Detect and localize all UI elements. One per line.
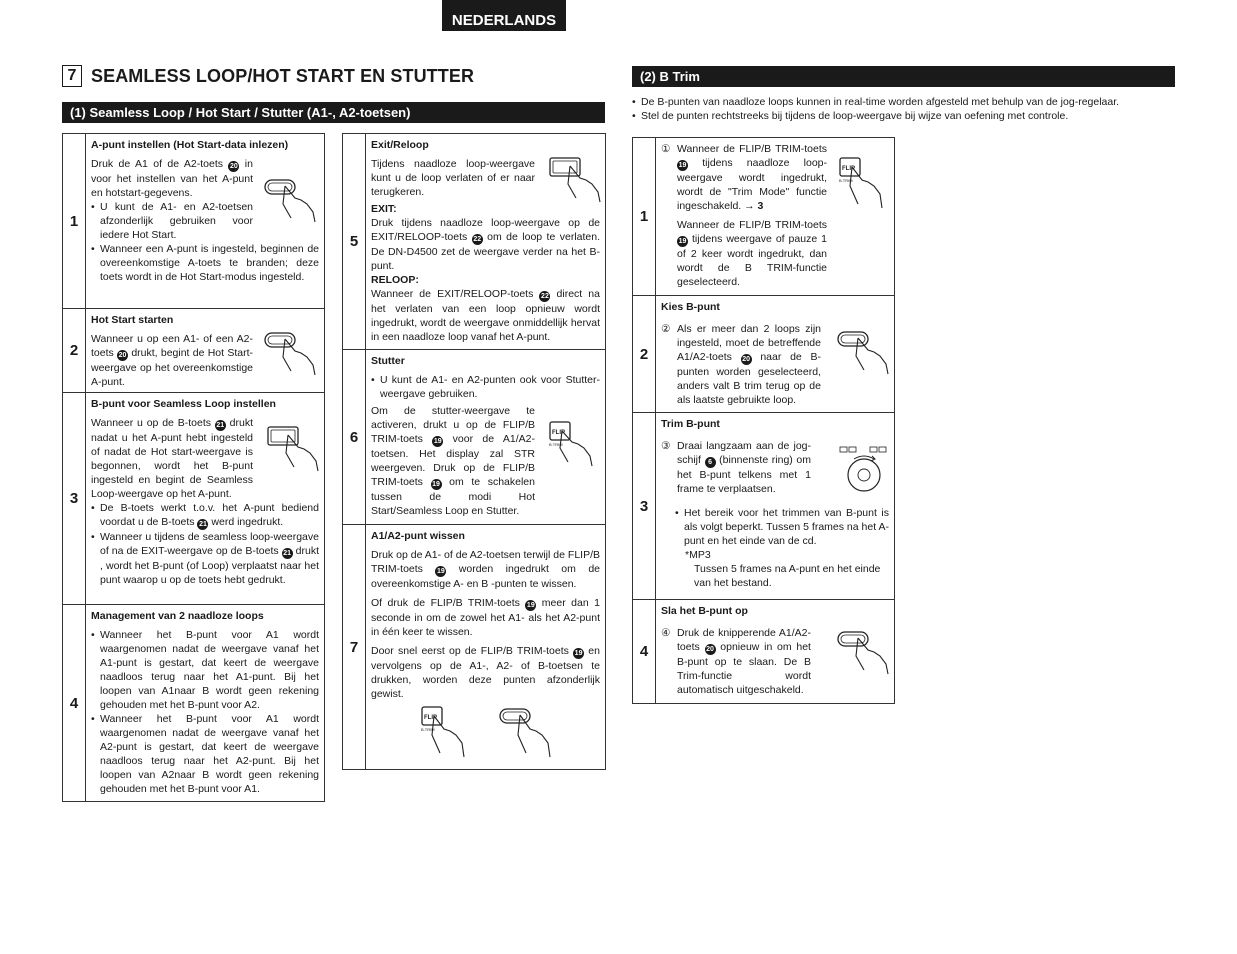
step-title: B-punt voor Seamless Loop instellen (91, 398, 276, 410)
mp3-label: *MP3 (685, 549, 711, 561)
right-section-header (632, 66, 1175, 87)
step-5 (343, 134, 605, 350)
step-number: 1 (633, 138, 656, 295)
step-7 (343, 525, 605, 770)
reloop-text: Wanneer de EXIT/RELOOP-toets 22 direct na het verlaten van een loop opnieuw wordt ingedrukt, wordt de weergave onmiddellijk hervat in een naadloze loop vanaf het A-punt. (371, 288, 600, 343)
numbered-item: ④ Druk de knipperende A1/A2-toets 20 opnieuw in om het B-punt op te slaan. De B Trim-functie wordt automatisch uitgeschakeld. (661, 627, 811, 696)
numbered-item: ① Wanneer de FLIP/B TRIM-toets 19 tijdens naadloze loop-weergave wordt ingedrukt, wordt de "Trim Mode" functie ingeschakeld. → 3 (661, 143, 828, 212)
button-press-icon (834, 626, 894, 676)
callout-marker: 19 (574, 650, 583, 657)
bullet-item: • Het bereik voor het trimmen van B-punt is als volgt beperkt. Tussen 5 frames na het A-punt en het einde van de cd. (675, 507, 889, 547)
step-number: 7 (343, 525, 366, 769)
bullet-item: • U kunt de A1- en A2-punten ook voor Stutter-weergave gebruiken. (371, 374, 600, 400)
trim-step-1 (633, 138, 894, 296)
trim-step-3 (633, 413, 894, 600)
step-number: 5 (343, 134, 366, 349)
steps-column-3 (632, 137, 895, 704)
step-number: 3 (63, 393, 86, 604)
step-number: 4 (63, 605, 86, 801)
b-trim-notes (632, 95, 1172, 123)
trim-step-4 (633, 600, 894, 704)
left-section-header (62, 102, 605, 123)
step-number: 4 (633, 600, 656, 703)
flip-icon-label: FLIP (424, 715, 437, 721)
bullet-item: • Wanneer het B-punt voor A1 wordt waargenomen nadat de weergave vanaf het A2-punt is gestart, dat keert de weergave naadloos terug naar het A2-punt. Bij het loopen van A2naar B wordt geen rekening gehouden met het B-punt voor A1. (91, 713, 319, 795)
step-text: Om de stutter-weergave te activeren, drukt u op de FLIP/B TRIM-toets 19 voor de A1/A2-toetsen. Het display zal STR weergeven. Druk op de FLIP/B TRIM-toets 19 om te schakelen tussen de modi Hot Start/Seamless Loop en Stutter. (371, 405, 535, 517)
language-tab: NEDERLANDS (442, 0, 566, 31)
numbered-item: ② Als er meer dan 2 loops zijn ingesteld, moet de betreffende A1/A2-toets 20 naar de B-punten worden geselecteerd, anders valt B trim terug op de als laatste gebruikte loop. (661, 323, 821, 406)
step-title: A-punt instellen (Hot Start-data inlezen) (91, 139, 289, 151)
section-title-text: SEAMLESS LOOP/HOT START EN STUTTER (91, 65, 475, 86)
step-title: Management van 2 naadloze loops (91, 610, 264, 622)
arrow-ref: → 3 (744, 200, 764, 212)
step-text: Tijdens naadloze loop-weergave kunt u de loop verlaten of er naar terugkeren. (371, 158, 535, 198)
right-section-header-text: (2) B Trim (640, 69, 700, 84)
callout-marker: 20 (118, 352, 127, 359)
step-4 (63, 605, 324, 802)
button-press-icon (834, 326, 894, 376)
exit-text: Druk tijdens naadloze loop-weergave op de EXIT/RELOOP-toets 22 om de loop te verlaten. De DN-D4500 zet de weergave verder na het B-punt. (371, 217, 601, 272)
callout-marker: 22 (473, 236, 482, 243)
btrim-icon-label: B.TRIM (549, 442, 563, 447)
step-title: A1/A2-punt wissen (371, 530, 465, 542)
flip-button-press-icon (546, 418, 606, 468)
button-press-icon (496, 703, 556, 761)
callout-marker: 20 (230, 163, 238, 170)
step-title: Sla het B-punt op (661, 605, 748, 617)
step-text: Wanneer u op een A1- of een A2-toets 20 drukt, begint de Hot Start-weergave op het overeenkomstige A-punt. (91, 333, 253, 388)
bullet-item: • Wanneer u tijdens de seamless loop-weergave of na de EXIT-weergave op de B-toets 21 drukt , wordt het B-punt (of Loop) verplaatst naar het punt waarop u op de toets hebt gedrukt. (91, 531, 319, 586)
bullet-item: • Wanneer het B-punt voor A1 wordt waargenomen nadat de weergave vanaf het A1-punt is gestart, dat keert de weergave naadloos terug naar het A1-punt. Bij het loopen van A1naar B wordt geen rekening gehouden met het B-punt voor A2. (91, 629, 319, 711)
step-6 (343, 350, 605, 525)
step-3 (63, 393, 324, 605)
step-number: 2 (633, 296, 656, 412)
callout-marker: 21 (283, 550, 292, 557)
callout-marker: 22 (541, 293, 549, 300)
callout-marker: 20 (706, 646, 714, 653)
callout-marker: 6 (705, 457, 716, 468)
callout-marker: 20 (742, 356, 750, 363)
mp3-text: Tussen 5 frames na A-punt en het einde van het bestand. (694, 563, 881, 589)
button-press-icon (264, 423, 324, 473)
exit-label: EXIT: (371, 203, 397, 215)
step-text: Druk op de A1- of de A2-toetsen terwijl de FLIP/B TRIM-toets 19 worden ingedrukt om de overeenkomstige A- en B -punten te wissen. (371, 549, 600, 590)
step-text: Wanneer de FLIP/B TRIM-toets 19 tijdens weergave of pauze 1 of 2 keer wordt ingedrukt, dan wordt de B TRIM-functie geselecteerd. (677, 219, 827, 288)
steps-column-1 (62, 133, 325, 802)
note-item: • Stel de punten rechtstreeks bij tijdens de loop-weergave bij wijze van oefening met controle. (632, 110, 1069, 122)
step-number: 3 (633, 413, 656, 599)
callout-marker: 21 (216, 422, 225, 429)
note-item: • De B-punten van naadloze loops kunnen in real-time worden afgesteld met behulp van de jog-regelaar. (632, 96, 1120, 108)
callout-marker: 21 (199, 521, 207, 528)
callout-marker: 19 (433, 438, 442, 445)
step-number: 2 (63, 309, 86, 392)
reloop-label: RELOOP: (371, 274, 419, 286)
button-press-icon (261, 174, 321, 224)
section-number: 7 (62, 65, 82, 87)
step-number: 1 (63, 134, 86, 308)
step-title: Kies B-punt (661, 301, 720, 313)
callout-marker: 19 (678, 162, 687, 169)
step-title: Trim B-punt (661, 418, 720, 430)
callout-marker: 19 (436, 568, 445, 575)
flip-button-press-icon (836, 154, 896, 212)
step-text: Door snel eerst op de FLIP/B TRIM-toets 19 en vervolgens op de A1-, A2- of B-toetsen te drukken, worden deze punten afzonderlijk gewist. (371, 645, 600, 700)
bullet-item: • Wanneer een A-punt is ingesteld, beginnen de overeenkomstige A-toets te branden; deze toets wordt in de Hot Start-modus ingesteld. (91, 243, 319, 283)
flip-icon-label: FLIP (842, 166, 855, 172)
step-1 (63, 134, 324, 309)
step-title: Exit/Reloop (371, 139, 429, 151)
section-title (62, 65, 474, 87)
callout-marker: 19 (526, 602, 535, 609)
step-title: Stutter (371, 355, 405, 367)
step-2 (63, 309, 324, 393)
bullet-item: • De B-toets werkt t.o.v. het A-punt bediend voordat u de B-toets 21 werd ingedrukt. (91, 502, 319, 528)
bullet-item: • U kunt de A1- en A2-toetsen afzonderlijk gebruiken voor iedere Hot Start. (91, 201, 253, 241)
btrim-icon-label: B.TRIM (839, 178, 853, 183)
step-text: Wanneer u op de B-toets 21 drukt nadat u het A-punt hebt ingesteld of nadat de Hot start-weergave is begonnen, wordt het B-punt ingesteld en begint de Seamless Loop-weergave op het A-punt. (91, 417, 253, 500)
steps-column-2 (342, 133, 606, 770)
button-press-icon (546, 154, 606, 204)
step-title: Hot Start starten (91, 314, 174, 326)
callout-marker: 19 (678, 238, 687, 245)
step-text: Druk de A1 of de A2-toets 20 in voor het instellen van het A-punt en hotstart-gegevens. (91, 158, 253, 199)
flip-icon-label: FLIP (552, 430, 565, 436)
numbered-item: ③ Draai langzaam aan de jog-schijf 6 (binnenste ring) om het B-punt telkens met 1 frame te verplaatsen. (661, 440, 811, 495)
left-section-header-text: (1) Seamless Loop / Hot Start / Stutter (A1-, A2-toetsen) (70, 105, 411, 120)
btrim-icon-label: B.TRIM (421, 727, 435, 732)
step-number: 6 (343, 350, 366, 524)
button-press-icon (261, 327, 321, 377)
callout-marker: 19 (432, 481, 440, 488)
flip-button-press-icon (418, 703, 478, 761)
step-text: Of druk de FLIP/B TRIM-toets 19 meer dan 1 seconde in om de zowel het A1- als het A2-punt in één keer te wissen. (371, 597, 600, 638)
trim-step-2 (633, 296, 894, 413)
jog-dial-icon (836, 443, 892, 493)
